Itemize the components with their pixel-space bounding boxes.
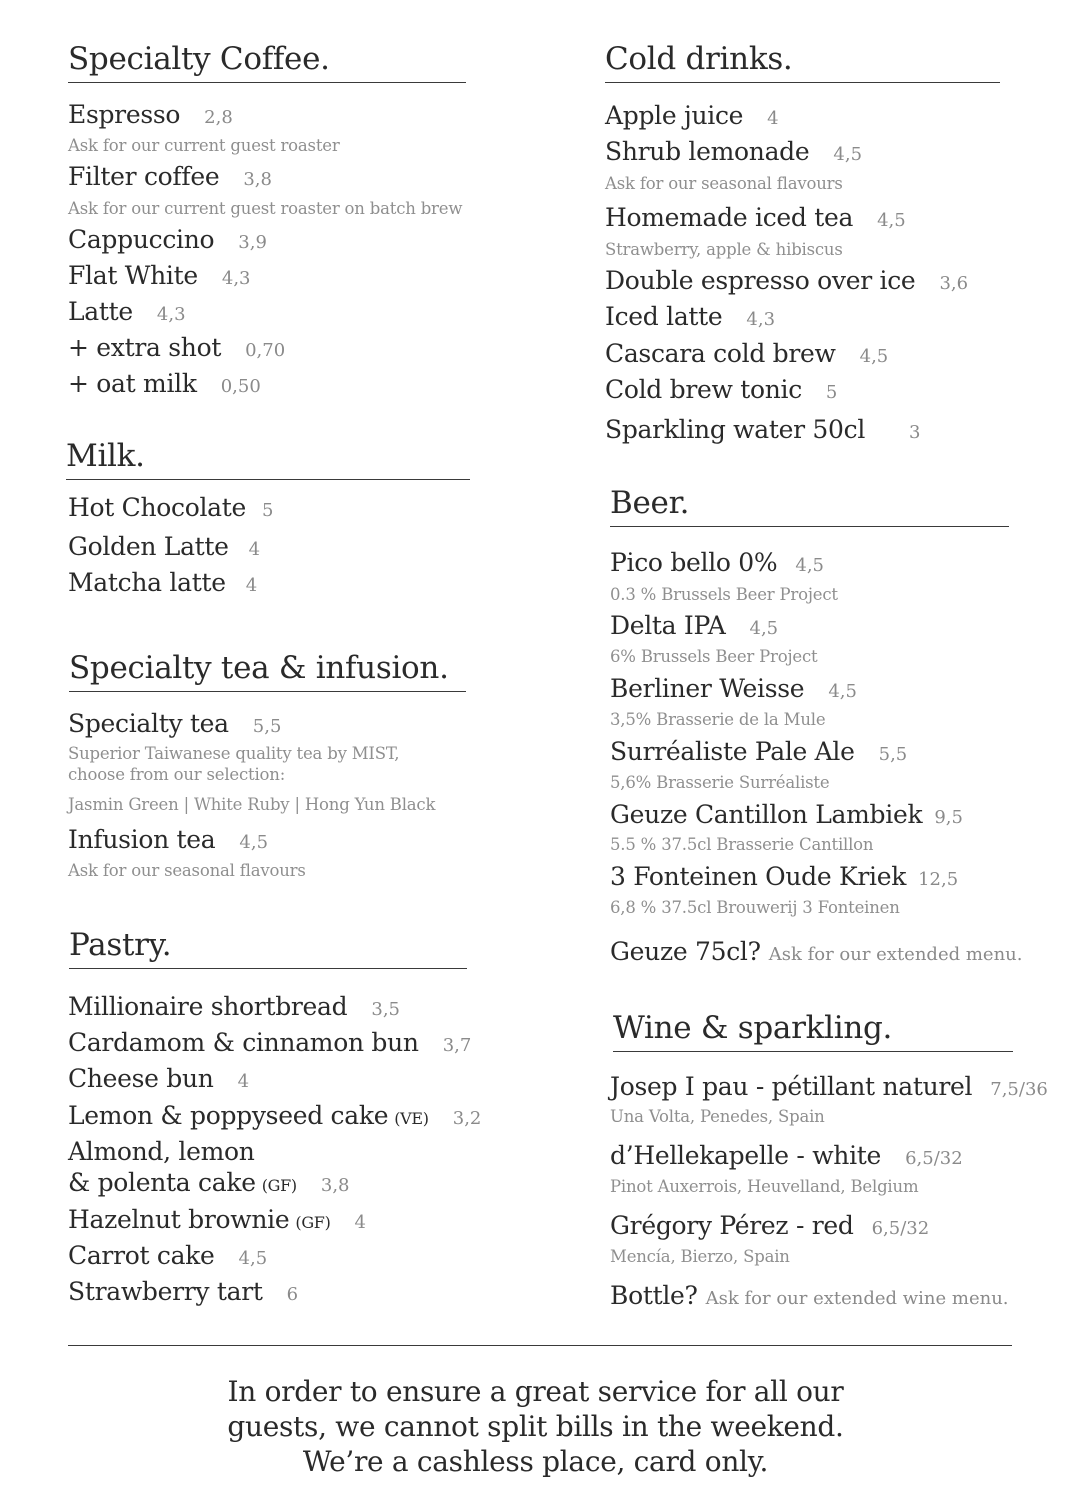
item-description: Pinot Auxerrois, Heuvelland, Belgium bbox=[610, 1177, 919, 1196]
item-description: 5.5 % 37.5cl Brasserie Cantillon bbox=[610, 835, 874, 854]
item-description: Superior Taiwanese quality tea by MIST, bbox=[68, 744, 400, 763]
menu-item: Bottle? Ask for our extended wine menu. bbox=[610, 1281, 1009, 1310]
footer-line-1: In order to ensure a great service for all our bbox=[227, 1375, 844, 1408]
menu-item: Infusion tea 4,5 bbox=[68, 825, 269, 854]
menu-item: Cold brew tonic 5 bbox=[605, 375, 838, 404]
section-milk bbox=[66, 437, 470, 607]
item-description: Ask for our seasonal flavours bbox=[605, 174, 843, 193]
menu-item: Cappuccino 3,9 bbox=[68, 225, 267, 254]
menu-item: & polenta cake (GF) 3,8 bbox=[68, 1168, 350, 1197]
footer-divider bbox=[68, 1345, 1012, 1346]
item-description: Ask for our seasonal flavours bbox=[68, 861, 306, 880]
section-title: Specialty Coffee. bbox=[68, 40, 466, 83]
menu-item: Hazelnut brownie (GF) 4 bbox=[68, 1205, 366, 1234]
left-column bbox=[66, 0, 482, 1330]
section-wine bbox=[610, 1009, 1048, 1319]
section-coffee bbox=[68, 40, 466, 400]
section-title: Cold drinks. bbox=[605, 40, 1000, 83]
item-description: 3,5% Brasserie de la Mule bbox=[610, 710, 826, 729]
menu-item: Geuze Cantillon Lambiek 9,5 bbox=[610, 800, 963, 829]
menu-item: + extra shot 0,70 bbox=[68, 333, 286, 362]
menu-item: Double espresso over ice 3,6 bbox=[605, 266, 969, 295]
menu-item: Millionaire shortbread 3,5 bbox=[68, 992, 401, 1021]
menu-item: Golden Latte 4 bbox=[68, 532, 261, 561]
section-title: Pastry. bbox=[69, 926, 467, 969]
item-description: 6% Brussels Beer Project bbox=[610, 647, 818, 666]
section-title: Specialty tea & infusion. bbox=[69, 649, 466, 692]
menu-item: Grégory Pérez - red 6,5/32 bbox=[610, 1211, 930, 1240]
menu-item: d’Hellekapelle - white 6,5/32 bbox=[610, 1141, 963, 1170]
section-title: Beer. bbox=[610, 484, 1009, 527]
section-tea bbox=[69, 649, 466, 889]
menu-item: Cheese bun 4 bbox=[68, 1064, 250, 1093]
menu-item: Strawberry tart 6 bbox=[68, 1277, 299, 1306]
menu-item: Filter coffee 3,8 bbox=[68, 162, 272, 191]
menu-item: Specialty tea 5,5 bbox=[68, 709, 282, 738]
menu-item: Iced latte 4,3 bbox=[605, 302, 776, 331]
menu-item: Matcha latte 4 bbox=[68, 568, 258, 597]
item-description: choose from our selection: bbox=[68, 765, 286, 784]
section-beer bbox=[610, 484, 1023, 984]
menu-item: + oat milk 0,50 bbox=[68, 369, 261, 398]
menu-item: Shrub lemonade 4,5 bbox=[605, 137, 863, 166]
menu-item: Homemade iced tea 4,5 bbox=[605, 203, 906, 232]
menu-item: Delta IPA 4,5 bbox=[610, 611, 779, 640]
item-description: Strawberry, apple & hibiscus bbox=[605, 240, 843, 259]
menu-item: Carrot cake 4,5 bbox=[68, 1241, 268, 1270]
menu-item: 3 Fonteinen Oude Kriek 12,5 bbox=[610, 862, 959, 891]
section-pastry bbox=[68, 926, 482, 1316]
footer-notice bbox=[0, 1374, 1071, 1479]
menu-item: Surréaliste Pale Ale 5,5 bbox=[610, 737, 908, 766]
item-description: Una Volta, Penedes, Spain bbox=[610, 1107, 825, 1126]
menu-item: Almond, lemon bbox=[68, 1137, 255, 1166]
footer-line-3: We’re a cashless place, card only. bbox=[302, 1445, 769, 1478]
section-title: Wine & sparkling. bbox=[613, 1009, 1013, 1052]
menu-item: Hot Chocolate 5 bbox=[68, 493, 274, 522]
menu-item: Pico bello 0% 4,5 bbox=[610, 548, 825, 577]
tea-selection: Jasmin Green | White Ruby | Hong Yun Black bbox=[68, 795, 436, 814]
menu-item: Apple juice 4 bbox=[605, 101, 779, 130]
menu-item: Berliner Weisse 4,5 bbox=[610, 674, 857, 703]
menu-item: Lemon & poppyseed cake (VE) 3,2 bbox=[68, 1101, 482, 1130]
footer-line-2: guests, we cannot split bills in the weekend. bbox=[227, 1410, 844, 1443]
menu-item: Cardamom & cinnamon bun 3,7 bbox=[68, 1028, 472, 1057]
menu-item: Sparkling water 50cl 3 bbox=[605, 415, 921, 444]
item-description: Mencía, Bierzo, Spain bbox=[610, 1247, 790, 1266]
menu-item: Latte 4,3 bbox=[68, 297, 186, 326]
item-description: 5,6% Brasserie Surréaliste bbox=[610, 773, 830, 792]
item-description: Ask for our current guest roaster bbox=[68, 136, 340, 155]
section-cold-drinks bbox=[605, 40, 1000, 450]
menu-item: Cascara cold brew 4,5 bbox=[605, 339, 889, 368]
menu-item: Geuze 75cl? Ask for our extended menu. bbox=[610, 937, 1023, 966]
right-column bbox=[605, 0, 1048, 1330]
menu-item: Espresso 2,8 bbox=[68, 100, 233, 129]
item-description: Ask for our current guest roaster on batch brew bbox=[68, 199, 463, 218]
item-description: 0.3 % Brussels Beer Project bbox=[610, 585, 838, 604]
menu-item: Flat White 4,3 bbox=[68, 261, 251, 290]
section-title: Milk. bbox=[66, 437, 470, 480]
item-description: 6,8 % 37.5cl Brouwerij 3 Fonteinen bbox=[610, 898, 900, 917]
menu-item: Josep I pau - pétillant naturel 7,5/36 bbox=[610, 1072, 1048, 1101]
